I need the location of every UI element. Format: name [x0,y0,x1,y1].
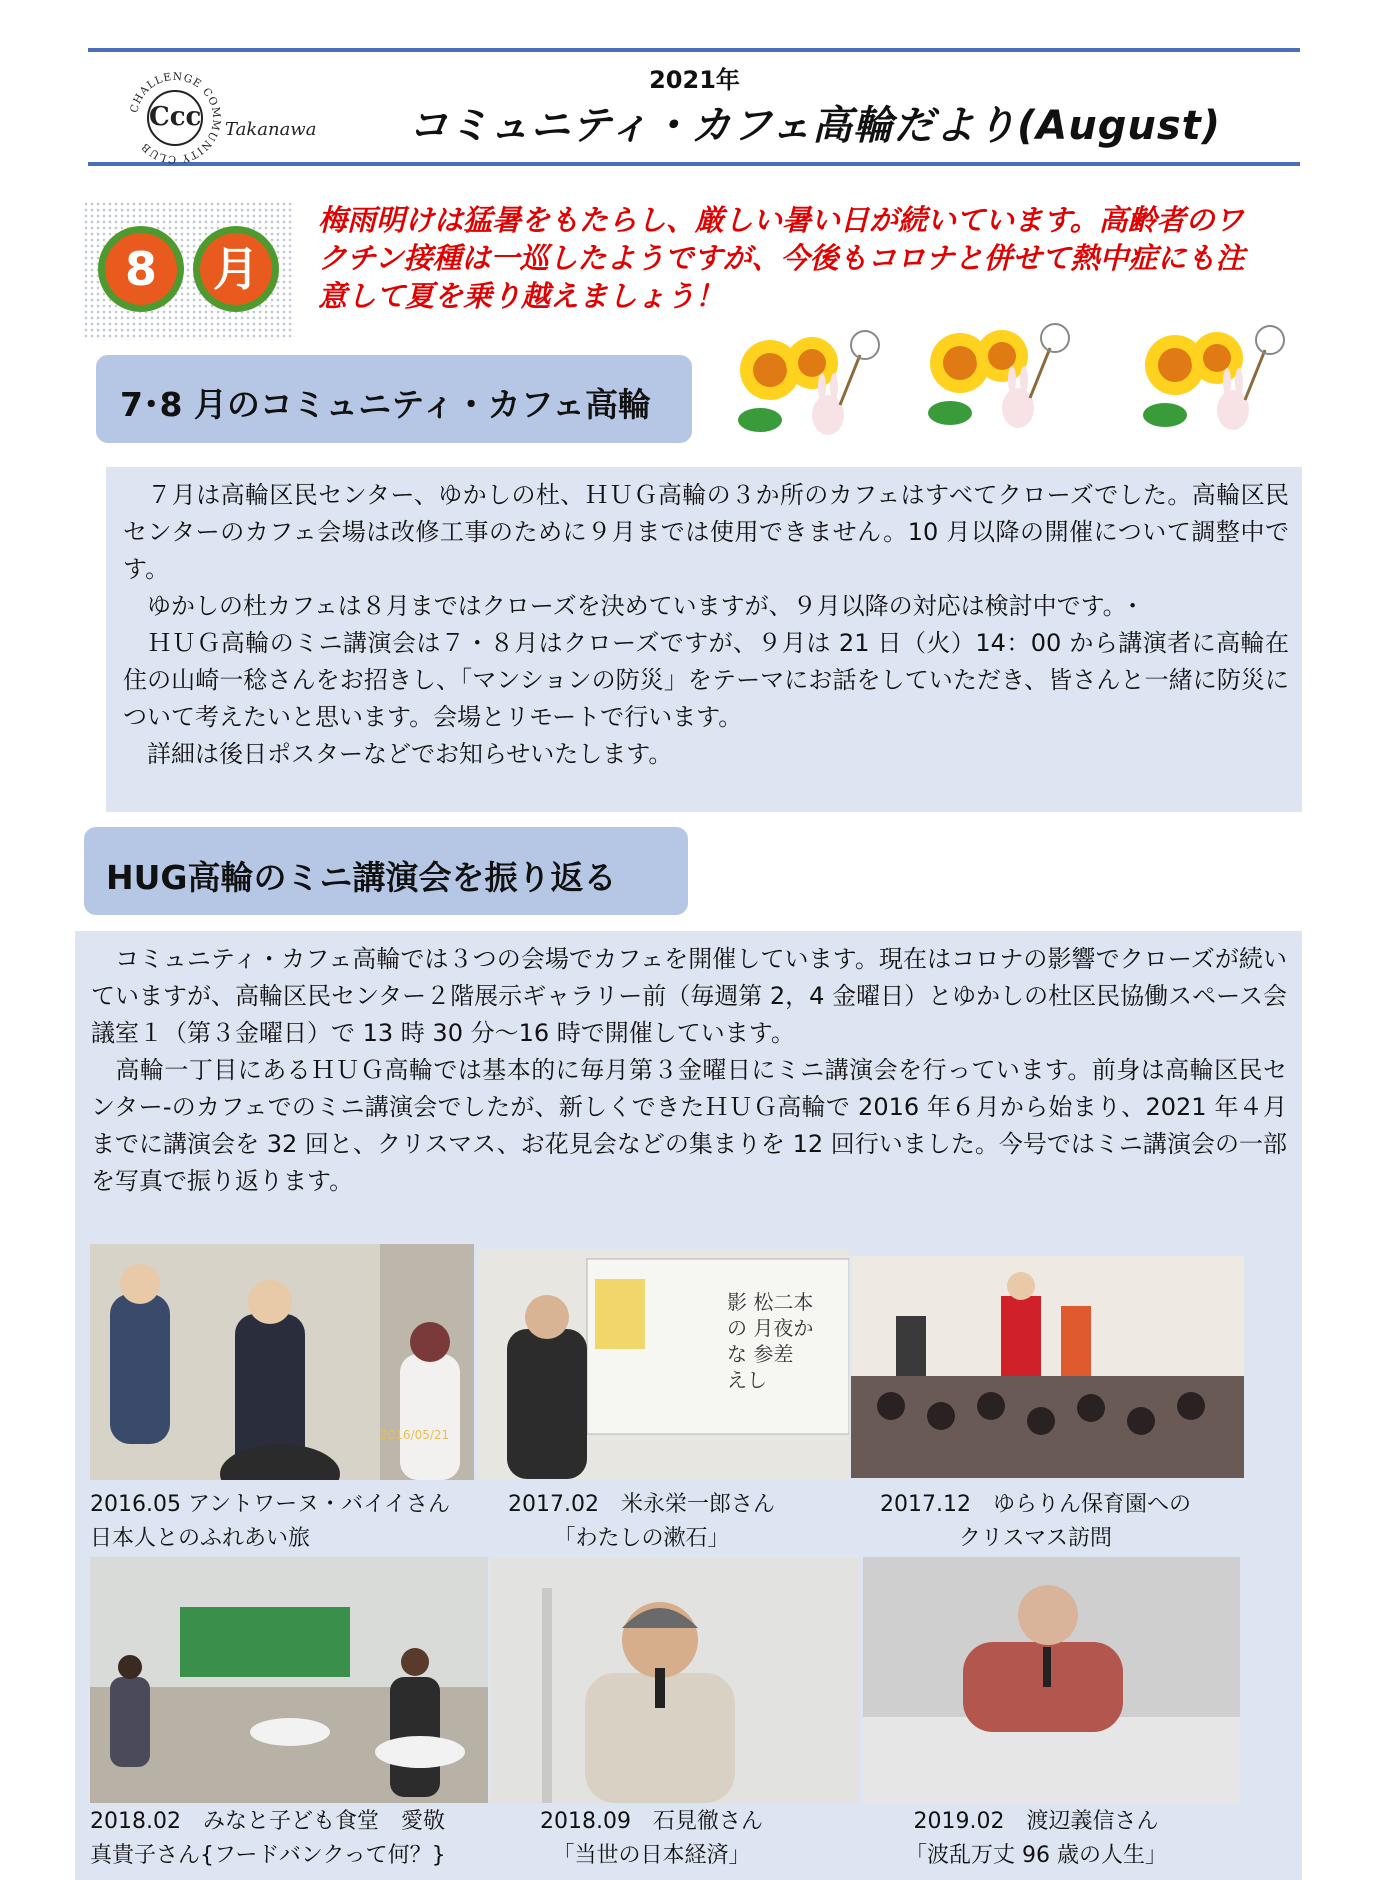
caption-line: 2017.12 ゆらりん保育園への [880,1492,1191,1517]
section2-paragraph: 高輪一丁目にあるＨＵＧ高輪では基本的に毎月第３金曜日にミニ講演会を行っています。前身は高輪区民センター-のカフェでのミニ講演会でしたが、新しくできたＨＵＧ高輪で 2016 年６月から始まり、2021 年４月までに講演会を 32 回と、クリスマス、お花見会などの集まりを 12 回行いました。今号ではミニ講演会の一部を写真で振り返ります。 [91,1056,1287,1195]
caption-line: 「当世の日本経済」 [552,1843,751,1868]
caption-line: 2019.02 渡辺義信さん [913,1809,1159,1834]
newsletter-title: コミュニティ・カフェ高輪だより(August) [408,103,1222,149]
photo-caption [540,1805,763,1873]
photo-caption [508,1488,775,1556]
section1-body-panel [106,467,1302,812]
caption-line: 日本人とのふれあい旅 [90,1526,311,1551]
caption-line: クリスマス訪問 [958,1526,1113,1551]
photo-caption [880,1488,1191,1556]
section1-body [123,477,1289,773]
section1-heading: 7･8 月のコミュニティ・カフェ高輪 [120,385,651,424]
caption-line: 真貴子さん{フードバンクって何？} [90,1843,446,1868]
sunflower-rabbit-icon [730,325,880,445]
photo-lecture-2018-09 [490,1558,860,1803]
caption-line: 2018.09 石見徹さん [540,1809,763,1834]
photo-caption [905,1805,1167,1873]
section2-body [91,941,1287,1200]
section1-paragraph: ゆかしの杜カフェは８月まではクローズを決めていますが、９月以降の対応は検討中です。･ [123,592,1139,620]
photo-christmas-2017-12 [851,1256,1244,1478]
month-badge-panel [83,201,295,341]
watermelon-icon [193,226,279,312]
photo-lecture-2016-05 [90,1244,474,1480]
month-digit: 8 [124,242,157,296]
section2-paragraph: コミュニティ・カフェ高輪では３つの会場でカフェを開催しています。現在はコロナの影響でクローズが続いていますが、高輪区民センター２階展示ギャラリー前（毎週第 2，4 金曜日）とゆかしの杜区民協働スペース会議室１（第３金曜日）で 13 時 30 分～16 時で開催しています。 [91,945,1287,1047]
sunflower-rabbit-icon [920,318,1070,438]
caption-line: 2017.02 米永栄一郎さん [508,1492,775,1517]
logo-ring-text: CHALLENGE COMMUNITY CLUB [128,70,223,166]
section2-heading: HUG高輪のミニ講演会を振り返る [106,858,617,897]
newsletter-year: 2021年 [649,66,740,94]
caption-line: 2016.05 アントワーヌ・バイイさん [90,1492,450,1517]
section1-paragraph: 詳細は後日ポスターなどでお知らせいたします。 [123,740,673,768]
photo-caption [90,1488,450,1556]
photo-lecture-2017-02 [477,1249,849,1479]
sunflower-rabbit-icon [1135,320,1285,440]
watermelon-icon [98,226,184,312]
header-top-rule [88,48,1300,52]
whiteboard-text: 影 松二本の 月夜かな 参差 えし [727,1290,814,1392]
photo-date-stamp: 2016/05/21 [380,1428,450,1442]
caption-line: 「わたしの漱石」 [553,1526,730,1551]
header-bottom-rule [88,162,1300,166]
section1-paragraph: ７月は高輪区民センター、ゆかしの杜、ＨＵＧ高輪の３か所のカフェはすべてクローズでした。高輪区民センターのカフェ会場は改修工事のために９月までは使用できません。10 月以降の開催について調整中です。 [123,481,1289,583]
caption-line: 「波乱万丈 96 歳の人生」 [905,1843,1167,1868]
section2-heading-tab [84,827,688,915]
caption-line: 2018.02 みなと子ども食堂 愛敬 [90,1809,445,1834]
logo-subtitle: Takanawa [225,119,317,140]
intro-message: 梅雨明けは猛暑をもたらし、厳しい暑い日が続いています。高齢者のワクチン接種は一巡したようですが、今後もコロナと併せて熱中症にも注意して夏を乗り越えましょう！ [318,203,1245,313]
section1-heading-tab [96,355,692,443]
photo-lecture-2018-02 [90,1557,488,1803]
photo-caption [90,1805,446,1873]
photo-lecture-2019-02 [863,1557,1240,1803]
month-kanji: 月 [213,242,259,296]
logo-text: Ccc [149,102,202,132]
section1-paragraph: ＨＵＧ高輪のミニ講演会は７・８月はクローズですが、９月は 21 日（火）14：00 から講演者に高輪在住の山崎一稔さんをお招きし、「マンションの防災」をテーマにお話をしていただき、皆さんと一緒に防災について考えたいと思います。会場とリモートで行います。 [123,629,1289,731]
